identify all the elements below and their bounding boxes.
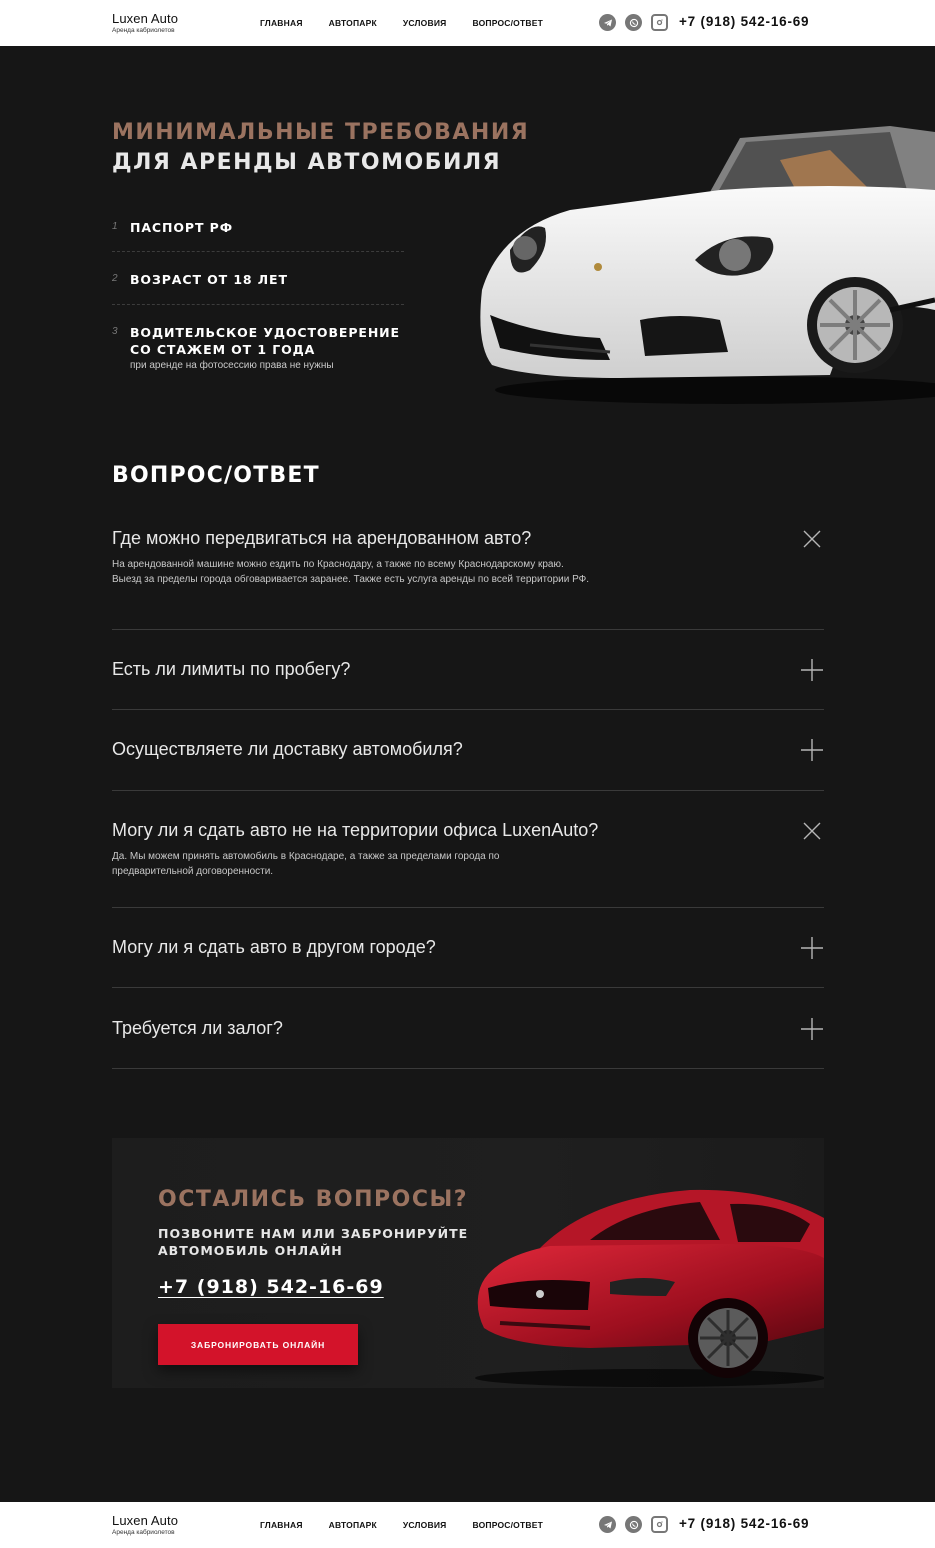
faq-answer: Да. Мы можем принять автомобиль в Краснодаре, а также за пределами города по предварительной договоренности.	[112, 851, 500, 877]
faq-title: ВОПРОС/ОТВЕТ	[112, 463, 320, 488]
footer-nav	[260, 1520, 569, 1530]
cta-subtitle-line1: ПОЗВОНИТЕ НАМ ИЛИ ЗАБРОНИРУЙТЕ	[158, 1226, 469, 1241]
requirements-title	[112, 118, 529, 178]
faq-question[interactable]: Осуществляете ли доставку автомобиля?	[112, 739, 463, 759]
whatsapp-icon[interactable]	[625, 1516, 642, 1533]
faq-question[interactable]: Есть ли лимиты по пробегу?	[112, 659, 351, 679]
faq-question[interactable]: Могу ли я сдать авто в другом городе?	[112, 937, 436, 957]
requirement-number: 1	[112, 221, 118, 232]
white-convertible-image	[470, 120, 935, 410]
divider	[112, 987, 824, 988]
logo-name: Luxen Auto	[112, 1513, 179, 1528]
divider	[112, 907, 824, 908]
requirement-text-line1: ВОДИТЕЛЬСКОЕ УДОСТОВЕРЕНИЕ	[130, 325, 400, 340]
logo[interactable]	[112, 12, 178, 35]
nav-conditions[interactable]: УСЛОВИЯ	[402, 1520, 447, 1530]
requirement-text: ПАСПОРТ РФ	[130, 220, 233, 235]
red-sports-car-image	[470, 1178, 824, 1388]
nav-conditions[interactable]: УСЛОВИЯ	[402, 18, 447, 28]
cta-title: ОСТАЛИСЬ ВОПРОСЫ?	[158, 1187, 469, 1212]
logo-name: Luxen Auto	[112, 11, 179, 26]
instagram-icon[interactable]	[651, 14, 668, 31]
cta-subtitle-line2: АВТОМОБИЛЬ ОНЛАЙН	[158, 1243, 343, 1258]
nav-faq[interactable]: ВОПРОС/ОТВЕТ	[472, 18, 543, 28]
close-icon[interactable]	[800, 819, 824, 843]
plus-icon[interactable]	[800, 658, 824, 682]
cta-phone[interactable]: +7 (918) 542-16-69	[158, 1276, 384, 1298]
faq-question[interactable]: Где можно передвигаться на арендованном авто?	[112, 528, 532, 548]
header	[0, 0, 935, 46]
footer-phone[interactable]: +7 (918) 542-16-69	[679, 1516, 810, 1531]
divider	[112, 1068, 824, 1069]
footer-logo[interactable]	[112, 1514, 178, 1537]
requirement-number: 3	[112, 326, 118, 337]
nav-faq[interactable]: ВОПРОС/ОТВЕТ	[472, 1520, 543, 1530]
divider	[112, 709, 824, 710]
plus-icon[interactable]	[800, 1017, 824, 1041]
close-icon[interactable]	[800, 527, 824, 551]
telegram-icon[interactable]	[599, 14, 616, 31]
nav-home[interactable]: ГЛАВНАЯ	[260, 18, 303, 28]
plus-icon[interactable]	[800, 738, 824, 762]
faq-answer: На арендованной машине можно ездить по Краснодару, а также по всему Краснодарскому краю. Выезд за пределы города обговаривается заранее. Также есть услуга аренды по всей территории РФ.	[112, 559, 590, 585]
nav-fleet[interactable]: АВТОПАРК	[328, 1520, 377, 1530]
whatsapp-icon[interactable]	[625, 14, 642, 31]
requirement-text-line2: СО СТАЖЕМ ОТ 1 ГОДА	[130, 342, 316, 357]
instagram-icon[interactable]	[651, 1516, 668, 1533]
divider	[112, 790, 824, 791]
book-online-button[interactable]: ЗАБРОНИРОВАТЬ ОНЛАЙН	[158, 1324, 358, 1365]
requirement-number: 2	[112, 273, 118, 284]
telegram-icon[interactable]	[599, 1516, 616, 1533]
plus-icon[interactable]	[800, 936, 824, 960]
faq-question[interactable]: Могу ли я сдать авто не на территории офиса LuxenAuto?	[112, 820, 599, 840]
logo-tagline: Аренда кабриолетов	[112, 1529, 175, 1536]
faq-question[interactable]: Требуется ли залог?	[112, 1018, 283, 1038]
requirement-note: при аренде на фотосессию права не нужны	[130, 360, 334, 371]
requirements-title-line2: ДЛЯ АРЕНДЫ АВТОМОБИЛЯ	[112, 150, 502, 175]
divider	[112, 304, 404, 305]
social-links	[599, 14, 668, 31]
main-nav	[260, 18, 569, 28]
requirement-text: ВОЗРАСТ ОТ 18 ЛЕТ	[130, 272, 288, 287]
requirements-title-line1: МИНИМАЛЬНЫЕ ТРЕБОВАНИЯ	[112, 120, 530, 145]
divider	[112, 629, 824, 630]
divider	[112, 251, 404, 252]
nav-home[interactable]: ГЛАВНАЯ	[260, 1520, 303, 1530]
nav-fleet[interactable]: АВТОПАРК	[328, 18, 377, 28]
footer	[0, 1502, 935, 1548]
header-phone[interactable]: +7 (918) 542-16-69	[679, 14, 810, 29]
logo-tagline: Аренда кабриолетов	[112, 27, 175, 34]
cta-subtitle	[158, 1225, 518, 1259]
social-links	[599, 1516, 668, 1533]
requirement-text	[130, 324, 400, 358]
